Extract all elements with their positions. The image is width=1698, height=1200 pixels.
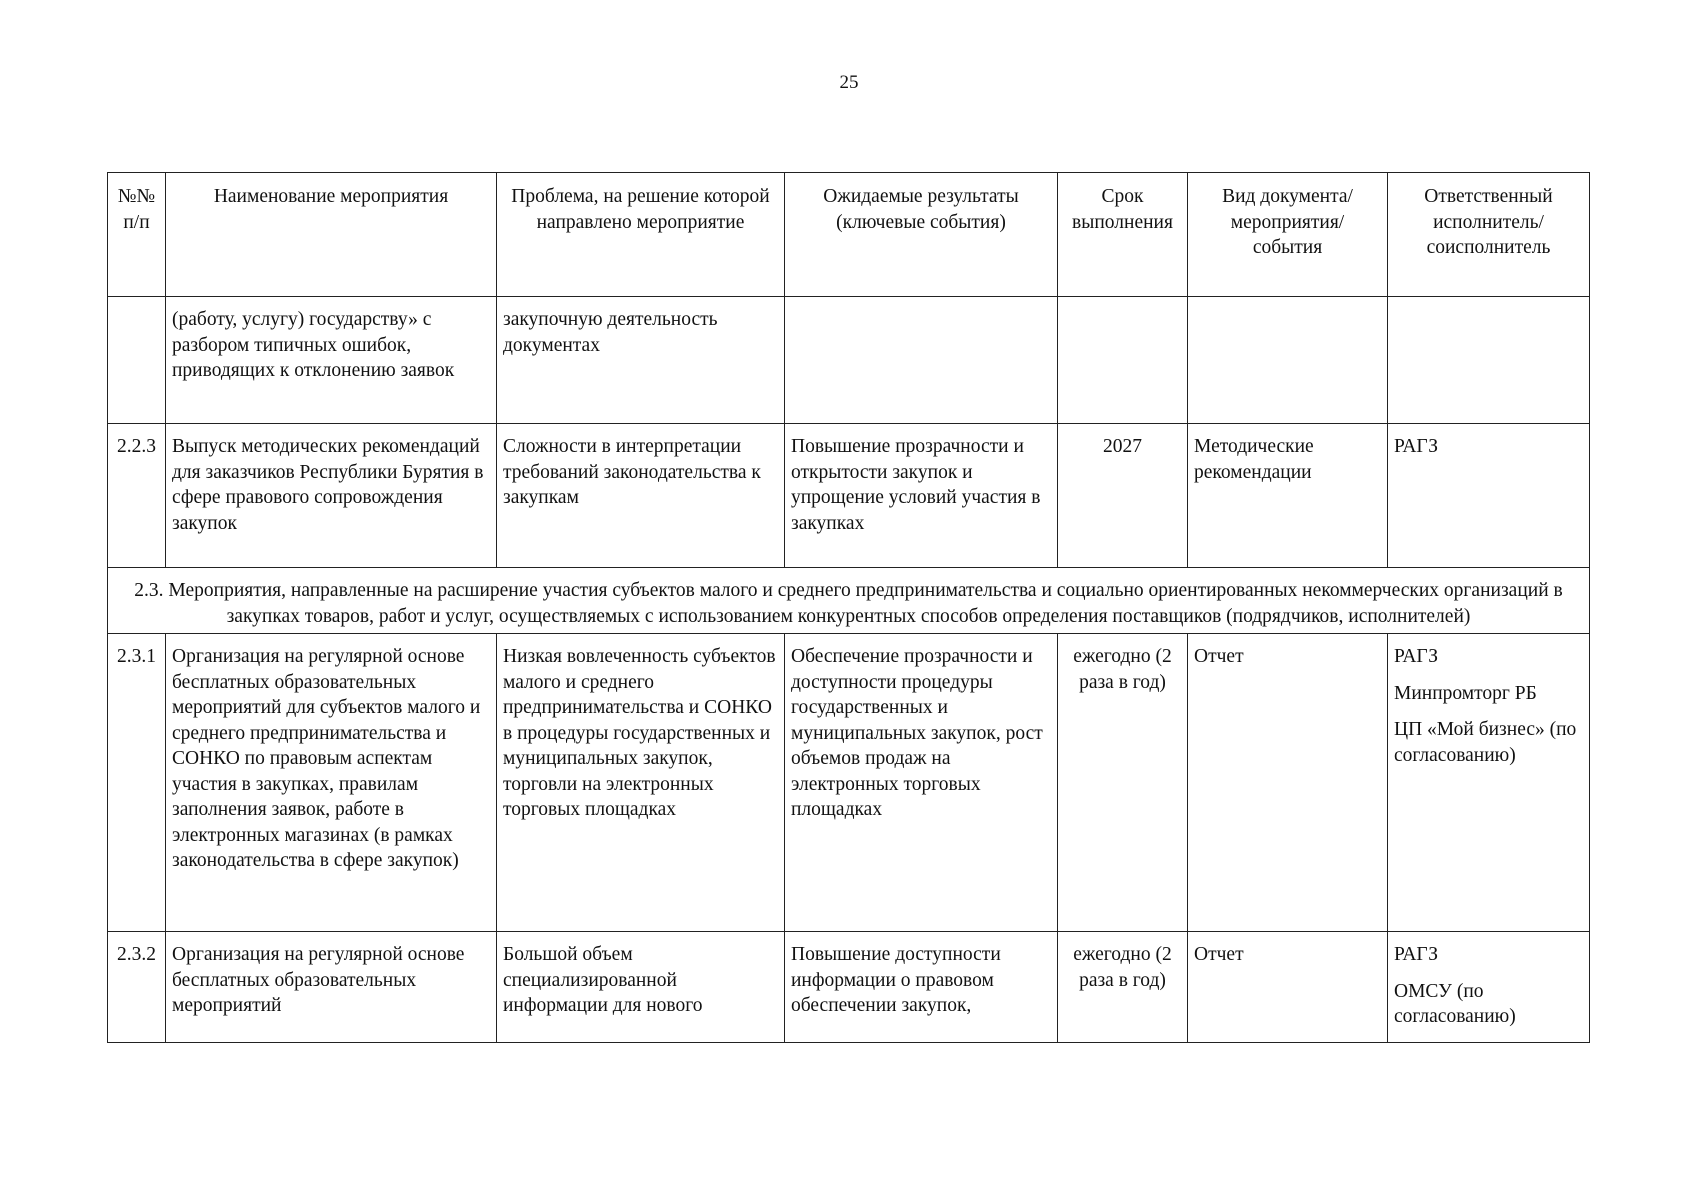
row-responsible bbox=[1388, 932, 1590, 1043]
row-problem: Низкая вовлеченность субъектов малого и среднего предпринимательства и СОНКО в процедуры государственных и муниципальных закупок, торговли на электронных торговых площадках bbox=[497, 634, 785, 932]
row-number: 2.3.1 bbox=[108, 634, 166, 932]
row-event-name: Организация на регулярной основе бесплатных образовательных мероприятий для субъектов малого и среднего предпринимательства и СОНКО по правовым аспектам участия в закупках, правилам заполнения заявок, работе в электронных магазинах (в рамках законодательства в сфере закупок) bbox=[166, 634, 497, 932]
table-row bbox=[108, 634, 1590, 932]
row-number: 2.2.3 bbox=[108, 424, 166, 568]
table-row bbox=[108, 932, 1590, 1043]
responsible-entry: РАГЗ bbox=[1394, 646, 1438, 667]
header-problem: Проблема, на решение которой направлено мероприятие bbox=[497, 173, 785, 297]
row-number bbox=[108, 297, 166, 424]
header-expected-results: Ожидаемые результаты (ключевые события) bbox=[785, 173, 1058, 297]
page-number: 25 bbox=[839, 72, 859, 93]
row-results: Повышение доступности информации о правовом обеспечении закупок, bbox=[785, 932, 1058, 1043]
row-event-name: Организация на регулярной основе бесплатных образовательных мероприятий bbox=[166, 932, 497, 1043]
row-term: 2027 bbox=[1058, 424, 1188, 568]
section-title: 2.3. Мероприятия, направленные на расширение участия субъектов малого и среднего предпринимательства и социально ориентированных некоммерческих организаций в закупках товаров, работ и услуг, осуществляемых с использованием конкурентных способов определения поставщиков (подрядчиков, исполнителей) bbox=[108, 568, 1590, 634]
header-document-type: Вид документа/ мероприятия/ события bbox=[1188, 173, 1388, 297]
table-row bbox=[108, 424, 1590, 568]
section-row bbox=[108, 568, 1590, 634]
row-results bbox=[785, 297, 1058, 424]
row-doc-type: Отчет bbox=[1188, 932, 1388, 1043]
row-results: Обеспечение прозрачности и доступности процедуры государственных и муниципальных закупок, рост объемов продаж на электронных торговых площадках bbox=[785, 634, 1058, 932]
table-header-row bbox=[108, 173, 1590, 297]
row-problem: закупочную деятельность документах bbox=[497, 297, 785, 424]
row-responsible bbox=[1388, 634, 1590, 932]
responsible-entry: Минпромторг РБ bbox=[1394, 682, 1537, 704]
row-problem: Сложности в интерпретации требований законодательства к закупкам bbox=[497, 424, 785, 568]
row-results: Повышение прозрачности и открытости закупок и упрощение условий участия в закупках bbox=[785, 424, 1058, 568]
action-plan-table bbox=[107, 172, 1590, 1043]
row-problem: Большой объем специализированной информации для нового bbox=[497, 932, 785, 1043]
row-doc-type: Отчет bbox=[1188, 634, 1388, 932]
row-number: 2.3.2 bbox=[108, 932, 166, 1043]
row-term: ежегодно (2 раза в год) bbox=[1058, 932, 1188, 1043]
header-responsible: Ответственный исполнитель/ соисполнитель bbox=[1388, 173, 1590, 297]
header-event-name: Наименование мероприятия bbox=[166, 173, 497, 297]
row-responsible bbox=[1388, 424, 1590, 568]
row-term: ежегодно (2 раза в год) bbox=[1058, 634, 1188, 932]
header-number: №№ п/п bbox=[108, 173, 166, 297]
responsible-entry: ЦП «Мой бизнес» (по согласованию) bbox=[1394, 719, 1577, 766]
row-doc-type bbox=[1188, 297, 1388, 424]
row-responsible bbox=[1388, 297, 1590, 424]
header-term: Срок выполнения bbox=[1058, 173, 1188, 297]
row-event-name: (работу, услугу) государству» с разбором типичных ошибок, приводящих к отклонению заявок bbox=[166, 297, 497, 424]
table-row bbox=[108, 297, 1590, 424]
responsible-entry: РАГЗ bbox=[1394, 436, 1438, 457]
row-event-name: Выпуск методических рекомендаций для заказчиков Республики Бурятия в сфере правового сопровождения закупок bbox=[166, 424, 497, 568]
responsible-entry: ОМСУ (по согласованию) bbox=[1394, 980, 1516, 1027]
row-term bbox=[1058, 297, 1188, 424]
row-doc-type: Методические рекомендации bbox=[1188, 424, 1388, 568]
responsible-entry: РАГЗ bbox=[1394, 944, 1438, 965]
